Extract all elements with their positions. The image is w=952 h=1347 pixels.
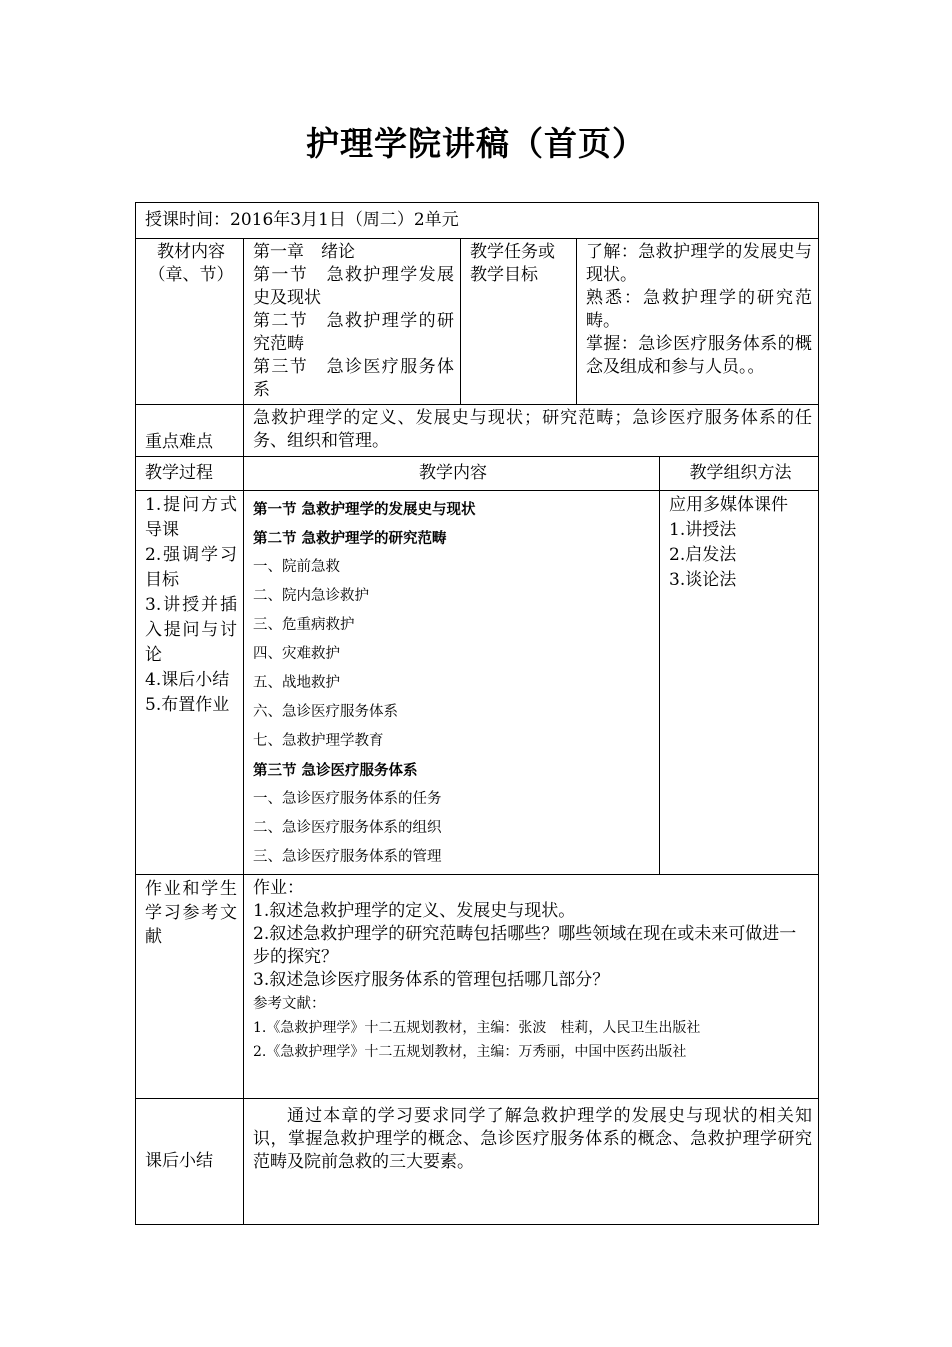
method-line: 应用多媒体课件	[669, 495, 788, 515]
process-step: 2.强调学习目标	[145, 545, 237, 590]
content-cell	[244, 491, 660, 875]
homework-row	[136, 875, 819, 1099]
process-step: 1.提问方式导课	[145, 495, 237, 540]
key-points-label: 重点难点	[136, 405, 244, 457]
reference-heading: 参考文献：	[253, 996, 326, 1012]
process-row	[136, 491, 819, 875]
objective-line: 掌握：急诊医疗服务体系的概念及组成和参与人员。。	[586, 334, 813, 377]
content-line: 一、急诊医疗服务体系的任务	[253, 791, 442, 807]
homework-item: 3.叙述急诊医疗服务体系的管理包括哪几部分？	[253, 970, 610, 990]
method-line: 1.讲授法	[669, 520, 737, 540]
reference-item: 2.《急救护理学》十二五规划教材，主编：万秀丽，中国中医药出版社	[253, 1044, 687, 1060]
material-label: 教材内容（章、节）	[136, 239, 244, 405]
material-line: 第一章 绪论	[253, 242, 355, 262]
content-line: 四、灾难救护	[253, 646, 340, 662]
material-content	[244, 239, 461, 405]
process-step: 3.讲授并插入提问与讨论	[145, 595, 237, 665]
homework-item: 2.叙述急救护理学的研究范畴包括哪些？哪些领域在现在或未来可做进一步的探究？	[253, 924, 797, 967]
objectives-content	[577, 239, 819, 405]
method-cell	[660, 491, 819, 875]
homework-heading: 作业：	[253, 878, 304, 898]
process-step: 5.布置作业	[145, 695, 230, 715]
material-line: 第二节 急救护理学的研究范畴	[253, 311, 454, 354]
material-row	[136, 239, 819, 405]
page-title: 护理学院讲稿（首页）	[306, 124, 646, 163]
method-line: 3.谈论法	[669, 570, 737, 590]
teaching-time: 授课时间：2016年3月1日（周二）2单元	[136, 203, 819, 239]
material-line: 第三节 急诊医疗服务体系	[253, 357, 454, 400]
process-cell	[136, 491, 244, 875]
homework-cell	[244, 875, 819, 1099]
content-line: 六、急诊医疗服务体系	[253, 704, 398, 720]
method-header: 教学组织方法	[660, 457, 819, 491]
objective-line: 了解：急救护理学的发展史与现状。	[586, 242, 813, 285]
objective-line: 熟悉：急救护理学的研究范畴。	[586, 288, 813, 331]
homework-item: 1.叙述急救护理学的定义、发展史与现状。	[253, 901, 576, 921]
content-line: 第一节 急救护理学的发展史与现状	[253, 501, 476, 518]
content-line: 二、急诊医疗服务体系的组织	[253, 820, 442, 836]
header-row	[136, 457, 819, 491]
summary-text: 通过本章的学习要求同学了解急救护理学的发展史与现状的相关知识，掌握急救护理学的概念、急诊医疗服务体系的概念、急救护理学研究范畴及院前急救的三大要素。	[244, 1099, 819, 1225]
content-line: 七、急救护理学教育	[253, 733, 384, 749]
lecture-table	[135, 202, 819, 1225]
time-row	[136, 203, 819, 239]
content-line: 一、院前急救	[253, 559, 340, 575]
content-line: 三、急诊医疗服务体系的管理	[253, 849, 442, 865]
reference-item: 1.《急救护理学》十二五规划教材，主编：张波 桂莉，人民卫生出版社	[253, 1020, 701, 1036]
material-line: 第一节 急救护理学发展史及现状	[253, 265, 454, 308]
content-header: 教学内容	[244, 457, 660, 491]
content-line: 第三节 急诊医疗服务体系	[253, 762, 418, 779]
key-points-row	[136, 405, 819, 457]
process-step: 4.课后小结	[145, 670, 230, 690]
content-line: 五、战地救护	[253, 675, 340, 691]
objectives-label: 教学任务或教学目标	[461, 239, 577, 405]
content-line: 二、院内急诊救护	[253, 588, 369, 604]
homework-label: 作业和学生学习参考文献	[136, 875, 244, 1099]
content-line: 三、危重病救护	[253, 617, 355, 633]
key-points-text: 急救护理学的定义、发展史与现状；研究范畴；急诊医疗服务体系的任务、组织和管理。	[244, 405, 819, 457]
method-line: 2.启发法	[669, 545, 737, 565]
process-header: 教学过程	[136, 457, 244, 491]
summary-row	[136, 1099, 819, 1225]
summary-label: 课后小结	[136, 1099, 244, 1225]
content-line: 第二节 急救护理学的研究范畴	[253, 530, 447, 547]
